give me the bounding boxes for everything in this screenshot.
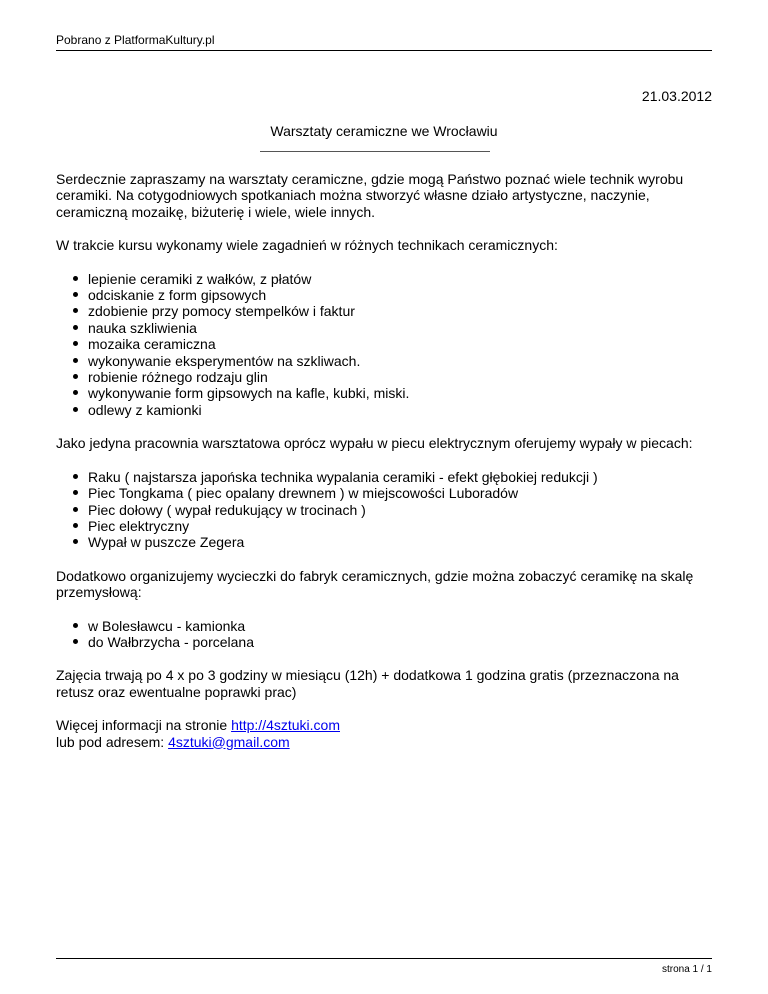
list-item: robienie różnego rodzaju glin xyxy=(88,369,712,385)
article-body xyxy=(56,171,712,767)
kilns-list xyxy=(56,469,712,551)
list-item: wykonywanie eksperymentów na szkliwach. xyxy=(88,353,712,369)
trips-intro: Dodatkowo organizujemy wycieczki do fabryk ceramicznych, gdzie można zobaczyć ceramikę na skalę przemysłową: xyxy=(56,567,694,601)
kilns-intro: Jako jedyna pracownia warsztatowa oprócz wypału w piecu elektrycznym oferujemy wypały w piecach: xyxy=(56,435,693,452)
list-item: zdobienie przy pomocy stempelków i faktur xyxy=(88,303,712,319)
list-item: mozaika ceramiczna xyxy=(88,336,712,352)
list-item: do Wałbrzycha - porcelana xyxy=(88,634,712,650)
page-header-source: Pobrano z PlatformaKultury.pl xyxy=(56,33,215,47)
list-item: odciskanie z form gipsowych xyxy=(88,287,712,303)
contact-paragraph xyxy=(56,717,712,750)
page-number: strona 1 / 1 xyxy=(661,964,712,975)
intro-paragraph: Serdecznie zapraszamy na warsztaty ceramiczne, gdzie mogą Państwo poznać wiele technik wyrobu ceramiki. Na cotygodniowych spotkaniach można stworzyć własne działo artystyczne, naczynie, ceramiczną mozaikę, biżuterię i wiele, wiele innych. xyxy=(56,171,684,220)
techniques-intro: W trakcie kursu wykonamy wiele zagadnień w różnych technikach ceramicznych: xyxy=(56,237,558,254)
list-item: odlewy z kamionki xyxy=(88,402,712,418)
list-item: Piec Tongkama ( piec opalany drewnem ) w miejscowości Luboradów xyxy=(88,485,712,501)
footer-divider xyxy=(56,958,712,959)
email-label: lub pod adresem: xyxy=(56,733,169,750)
techniques-list xyxy=(56,271,712,419)
list-item: lepienie ceramiki z wałków, z płatów xyxy=(88,271,712,287)
schedule-paragraph: Zajęcia trwają po 4 x po 3 godziny w miesiącu (12h) + dodatkowa 1 godzina gratis (przeznaczona na retusz oraz ewentualne poprawki prac) xyxy=(56,667,679,700)
trips-list xyxy=(56,618,712,651)
website-label: Więcej informacji na stronie xyxy=(56,717,232,734)
list-item: nauka szkliwienia xyxy=(88,320,712,336)
list-item: Piec elektryczny xyxy=(88,518,712,534)
list-item: wykonywanie form gipsowych na kafle, kubki, miski. xyxy=(88,385,712,401)
list-item: Piec dołowy ( wypał redukujący w trocinach ) xyxy=(88,502,712,518)
document-date: 21.03.2012 xyxy=(641,88,712,104)
email-link[interactable]: 4sztuki@gmail.com xyxy=(168,733,290,750)
title-underline xyxy=(260,151,490,152)
website-link[interactable]: http://4sztuki.com xyxy=(231,717,340,734)
list-item: w Bolesławcu - kamionka xyxy=(88,618,712,634)
list-item: Wypał w puszcze Zegera xyxy=(88,534,712,550)
list-item: Raku ( najstarsza japońska technika wypalania ceramiki - efekt głębokiej redukcji ) xyxy=(88,469,712,485)
header-divider xyxy=(56,50,712,51)
article-title: Warsztaty ceramiczne we Wrocławiu xyxy=(270,123,498,139)
